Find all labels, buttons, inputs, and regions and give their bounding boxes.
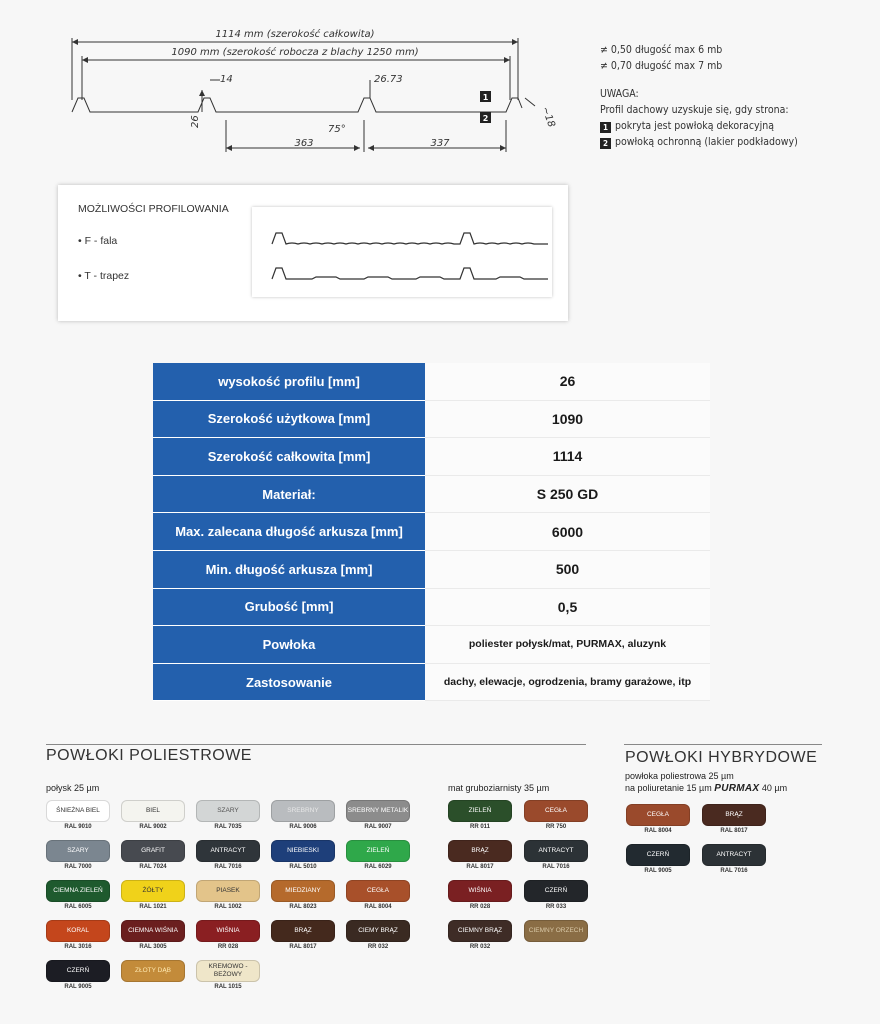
spec-row (153, 438, 710, 476)
spec-value: 6000 (425, 513, 710, 551)
profiling-options-box (58, 185, 568, 321)
gloss-label: połysk 25 µm (46, 783, 100, 793)
color-swatch (46, 920, 110, 950)
swatch-code: RAL 7016 (720, 868, 748, 874)
swatch-code: RAL 1015 (214, 984, 242, 990)
swatch-code: RAL 6029 (364, 864, 392, 870)
note-profile-side: Profil dachowy uzyskuje się, gdy strona: (600, 104, 789, 116)
swatch-name: MIEDZIANY (271, 880, 335, 902)
color-swatch (46, 800, 110, 830)
spec-row (153, 551, 710, 589)
spec-key: Powłoka (153, 626, 425, 664)
color-swatch (346, 880, 410, 910)
spec-key: Max. zalecana długość arkusza [mm] (153, 513, 425, 551)
swatch-name: BIEL (121, 800, 185, 822)
profiling-title: MOŻLIWOŚCI PROFILOWANIA (78, 203, 229, 215)
swatch-code: RAL 9010 (64, 824, 92, 830)
swatch-name: ZIELEŃ (346, 840, 410, 862)
spec-value: dachy, elewacje, ogrodzenia, bramy garażowe, itp (425, 664, 710, 702)
swatch-code: RR 028 (217, 944, 239, 950)
swatch-code: RR 032 (469, 944, 491, 950)
swatch-code: RR 028 (469, 904, 491, 910)
swatch-name: NIEBIESKI (271, 840, 335, 862)
purmax-logo: PURMAX (714, 783, 760, 794)
dim-26-73: 26.73 (374, 74, 403, 85)
swatch-code: RAL 1021 (139, 904, 167, 910)
swatch-name: SZARY (196, 800, 260, 822)
swatch-name: ZŁOTY DĄB (121, 960, 185, 982)
color-swatch (271, 840, 335, 870)
swatch-name: SREBRNY (271, 800, 335, 822)
spec-value: 500 (425, 551, 710, 589)
spec-key: Szerokość całkowita [mm] (153, 438, 425, 476)
spec-value: 1090 (425, 401, 710, 439)
note-length-050: ≠ 0,50 długość max 6 mb (600, 44, 723, 56)
profile-badge-1: 1 (482, 93, 489, 102)
notes (600, 42, 798, 150)
swatch-code: RAL 9005 (64, 984, 92, 990)
swatch-name: ANTRACYT (524, 840, 588, 862)
swatch-name: GRAFIT (121, 840, 185, 862)
note-length-070: ≠ 0,70 długość max 7 mb (600, 60, 723, 72)
swatch-name: WIŚNIA (196, 920, 260, 942)
polyester-coatings-title: POWŁOKI POLIESTROWE (46, 747, 252, 764)
swatch-name: SZARY (46, 840, 110, 862)
spec-row (153, 401, 710, 439)
swatch-name: BRĄZ (271, 920, 335, 942)
swatch-name: CZERŃ (626, 844, 690, 866)
color-swatch (271, 800, 335, 830)
note-item-1: 1 pokryta jest powłoką dekoracyjną (600, 118, 798, 134)
profile-badge-2: 2 (482, 114, 489, 123)
swatch-code: RAL 3005 (139, 944, 167, 950)
profiling-preview-drawing (252, 207, 552, 297)
swatch-code: RAL 8004 (644, 828, 672, 834)
color-swatch (702, 844, 766, 874)
color-swatch (196, 840, 260, 870)
swatch-name: CIEMNY BRĄZ (448, 920, 512, 942)
color-swatch (524, 880, 588, 910)
color-swatch (46, 880, 110, 910)
note-item-2: 2 powłoką ochronną (lakier podkładowy) (600, 134, 798, 150)
spec-row (153, 626, 710, 664)
swatch-name: ŚNIEŻNA BIEL (46, 800, 110, 822)
spec-key: wysokość profilu [mm] (153, 363, 425, 401)
spec-row (153, 363, 710, 401)
spec-value: 0,5 (425, 589, 710, 627)
swatch-name: BRĄZ (702, 804, 766, 826)
color-swatch (448, 840, 512, 870)
profiling-preview (252, 207, 552, 297)
swatch-code: RR 750 (545, 824, 567, 830)
dim-angle-75: 75° (328, 124, 346, 135)
color-swatch (702, 804, 766, 834)
swatch-name: ANTRACYT (196, 840, 260, 862)
color-swatch (524, 840, 588, 870)
profiling-option-trapez: • T - trapez (78, 270, 130, 282)
dim-14: 14 (220, 74, 233, 85)
swatch-name: CZERŃ (46, 960, 110, 982)
swatch-name: ZIELEŃ (448, 800, 512, 822)
swatch-code: RAL 7000 (64, 864, 92, 870)
swatch-code: RR 032 (367, 944, 389, 950)
hybrid-desc-line2: na poliuretanie 15 µm PURMAX 40 µm (625, 783, 788, 794)
hybrid-coatings-title: POWŁOKI HYBRYDOWE (625, 749, 818, 766)
spec-row (153, 513, 710, 551)
hybrid-divider (624, 744, 822, 745)
swatch-code: RAL 5010 (289, 864, 317, 870)
note-badge-2: 2 (600, 138, 611, 149)
spec-row (153, 589, 710, 627)
swatch-code: RAL 6005 (64, 904, 92, 910)
swatch-code: RR 011 (469, 824, 490, 830)
dim-total-width: 1114 mm (szerokość całkowita) (215, 29, 375, 40)
color-swatch (121, 880, 185, 910)
color-swatch (46, 840, 110, 870)
dim-working-width: 1090 mm (szerokość robocza z blachy 1250 mm) (171, 47, 419, 58)
swatch-name: ANTRACYT (702, 844, 766, 866)
color-swatch (626, 804, 690, 834)
swatch-name: WIŚNIA (448, 880, 512, 902)
swatch-name: CIEMY BRĄZ (346, 920, 410, 942)
profiling-option-fala: • F - fala (78, 235, 118, 247)
color-swatch (196, 960, 260, 990)
spec-key: Grubość [mm] (153, 589, 425, 627)
swatch-name: CEGŁA (626, 804, 690, 826)
color-swatch (46, 960, 110, 990)
color-swatch (524, 920, 588, 944)
color-swatch (271, 920, 335, 950)
swatch-code: RAL 9005 (644, 868, 672, 874)
polyester-divider (46, 744, 586, 745)
color-swatch (271, 880, 335, 910)
spec-key: Min. długość arkusza [mm] (153, 551, 425, 589)
color-swatch (121, 800, 185, 830)
color-swatch (626, 844, 690, 874)
swatch-code: RAL 8023 (289, 904, 317, 910)
swatch-code: RAL 8017 (466, 864, 494, 870)
swatch-code: RR 033 (545, 904, 567, 910)
swatch-name: CIEMNA WIŚNIA (121, 920, 185, 942)
matte-label: mat gruboziarnisty 35 µm (448, 783, 550, 793)
swatch-code: RAL 9002 (139, 824, 167, 830)
dim-337: 337 (430, 138, 450, 149)
dim-26: 26 (190, 115, 201, 128)
color-swatch (448, 880, 512, 910)
spec-key: Szerokość użytkowa [mm] (153, 401, 425, 439)
note-uwaga: UWAGA: (600, 88, 639, 100)
color-swatch (448, 800, 512, 830)
swatch-code: RAL 3016 (64, 944, 92, 950)
swatch-code: RAL 8004 (364, 904, 392, 910)
swatch-name: CZERŃ (524, 880, 588, 902)
swatch-code: RAL 8017 (289, 944, 317, 950)
swatch-name: KREMOWO -BEŻOWY (196, 960, 260, 982)
hybrid-desc-line1: powłoka poliestrowa 25 µm (625, 771, 734, 781)
swatch-code: RAL 8017 (720, 828, 748, 834)
color-swatch (346, 920, 410, 950)
color-swatch (346, 800, 410, 830)
color-swatch (196, 880, 260, 910)
color-swatch (346, 840, 410, 870)
color-swatch (121, 920, 185, 950)
spec-value: poliester połysk/mat, PURMAX, aluzynk (425, 626, 710, 664)
swatch-name: ŻÓŁTY (121, 880, 185, 902)
swatch-code: RAL 7024 (139, 864, 167, 870)
swatch-name: CIEMNY ORZECH (524, 920, 588, 942)
spec-table (153, 363, 710, 701)
swatch-name: CEGŁA (524, 800, 588, 822)
spec-key: Zastosowanie (153, 664, 425, 702)
color-swatch (121, 960, 185, 984)
spec-key: Materiał: (153, 476, 425, 514)
spec-value: S 250 GD (425, 476, 710, 514)
swatch-name: CEGŁA (346, 880, 410, 902)
swatch-name: BRĄZ (448, 840, 512, 862)
profile-drawing (60, 20, 560, 160)
color-swatch (121, 840, 185, 870)
color-swatch (448, 920, 512, 950)
swatch-code: RAL 7016 (542, 864, 570, 870)
dim-18: ~18 (539, 105, 557, 129)
spec-row (153, 664, 710, 702)
swatch-code: RAL 9007 (364, 824, 392, 830)
swatch-code: RAL 1002 (214, 904, 242, 910)
spec-row (153, 476, 710, 514)
color-swatch (196, 920, 260, 950)
swatch-code: RAL 7035 (214, 824, 242, 830)
dim-363: 363 (294, 138, 314, 149)
color-swatch (524, 800, 588, 830)
spec-value: 26 (425, 363, 710, 401)
note-badge-1: 1 (600, 122, 611, 133)
swatch-code: RAL 9006 (289, 824, 317, 830)
color-swatch (196, 800, 260, 830)
swatch-name: SREBRNY METALIK (346, 800, 410, 822)
swatch-name: PIASEK (196, 880, 260, 902)
swatch-name: CIEMNA ZIELEŃ (46, 880, 110, 902)
swatch-code: RAL 7016 (214, 864, 242, 870)
swatch-name: KORAL (46, 920, 110, 942)
spec-value: 1114 (425, 438, 710, 476)
